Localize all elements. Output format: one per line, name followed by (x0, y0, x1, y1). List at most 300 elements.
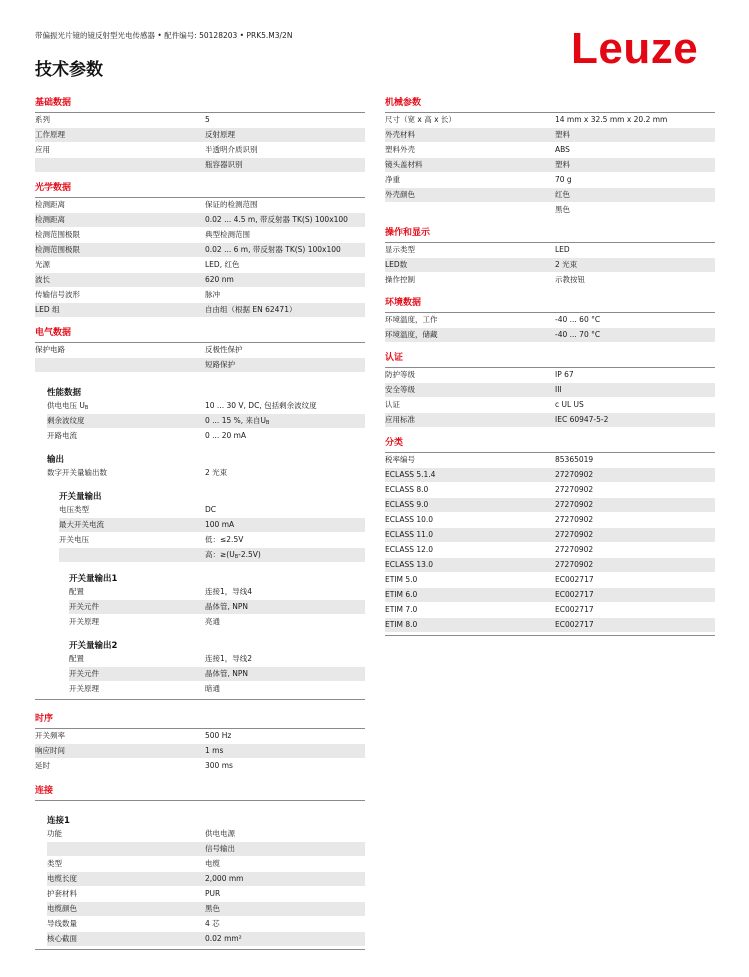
spec-value-text: 晶体管, NPN (205, 669, 249, 678)
spec-row (35, 358, 365, 373)
spec-table (69, 585, 365, 630)
spec-row (385, 383, 715, 398)
spec-value-text: 27270902 (555, 530, 594, 539)
spec-key (47, 887, 77, 901)
spec-key-text: 数字开关量输出数 (47, 468, 107, 477)
spec-row (385, 398, 715, 413)
spec-key (385, 558, 433, 572)
spec-key-text: ETIM 7.0 (385, 605, 418, 614)
spec-value (555, 128, 570, 142)
spec-value (205, 887, 220, 901)
spec-value (205, 872, 243, 886)
spec-key (47, 932, 77, 946)
spec-key-text: 应用标准 (385, 415, 415, 424)
spec-key (69, 682, 99, 696)
spec-value (555, 468, 593, 482)
section-switch1 (69, 573, 365, 630)
spec-key-text: ETIM 8.0 (385, 620, 418, 629)
spec-value-text: 黑色 (205, 904, 220, 913)
spec-key (59, 518, 104, 532)
spec-value-text: 半透明介质识别 (205, 145, 258, 154)
spec-value-text: 0.02 ... 6 m, 带反射器 TK(S) 100x100 (205, 245, 341, 254)
spec-table (385, 368, 715, 428)
spec-table (385, 313, 715, 343)
subsection-heading: 开关量输出 (59, 492, 102, 502)
spec-key (385, 573, 417, 587)
spec-key-text: 镜头盖材料 (385, 160, 423, 169)
spec-row (385, 328, 715, 343)
spec-value-text: 0 ... 20 mA (205, 431, 247, 440)
spec-value-text: DC (205, 505, 217, 514)
spec-key-text: ECLASS 8.0 (385, 485, 429, 494)
spec-key-text: 尺寸（宽 x 高 x 长） (385, 115, 456, 124)
spec-key (385, 243, 415, 257)
spec-value-subscript: B (234, 554, 239, 560)
spec-value-text: IEC 60947-5-2 (555, 415, 609, 424)
spec-key (385, 173, 400, 187)
spec-key-text: 税率编号 (385, 455, 415, 464)
spec-key-text: 净重 (385, 175, 400, 184)
document-subtitle: 带偏振光片镜的镜反射型光电传感器 • 配件编号: 50128203 • PRK5.M3/2N (35, 31, 293, 40)
spec-key (35, 143, 50, 157)
spec-row (35, 273, 365, 288)
spec-table (47, 827, 365, 947)
spec-key (385, 328, 438, 342)
spec-key-text: ECLASS 13.0 (385, 560, 434, 569)
spec-value (205, 358, 235, 372)
spec-row (385, 313, 715, 328)
spec-row (35, 143, 365, 158)
spec-row (385, 453, 715, 468)
spec-key (385, 273, 415, 287)
spec-key-text: ECLASS 11.0 (385, 530, 434, 539)
section-classification (385, 438, 715, 636)
spec-key-text: LED 组 (35, 305, 60, 314)
spec-value (555, 498, 593, 512)
spec-key-text: 功能 (47, 829, 62, 838)
spec-value (205, 414, 269, 430)
spec-value-text: 晶体管, NPN (205, 602, 249, 611)
section-heading: 电气数据 (35, 328, 365, 343)
spec-value-text: 反极性保护 (205, 345, 243, 354)
spec-value (205, 399, 317, 413)
spec-value (205, 128, 235, 142)
spec-key (47, 429, 77, 443)
spec-row (47, 857, 365, 872)
spec-value (205, 198, 258, 212)
subsection-heading: 开关量输出2 (69, 641, 118, 651)
spec-value-text: 亮通 (205, 617, 220, 626)
spec-table (47, 399, 365, 444)
spec-value (205, 902, 220, 916)
spec-key (385, 128, 415, 142)
spec-key (385, 528, 433, 542)
spec-value (555, 158, 570, 172)
spec-row (385, 158, 715, 173)
spec-table (35, 113, 365, 173)
spec-row (69, 652, 365, 667)
spec-row (385, 558, 715, 573)
section-certification (385, 353, 715, 428)
spec-key (47, 902, 77, 916)
section-outputs (47, 454, 365, 481)
spec-value-text: 连接1，导线4 (205, 587, 253, 596)
spec-key (385, 158, 423, 172)
spec-value (205, 113, 210, 127)
spec-row (47, 399, 365, 414)
spec-value (555, 203, 570, 217)
spec-value (555, 173, 572, 187)
spec-value (205, 585, 252, 599)
spec-value (205, 243, 341, 257)
spec-key (385, 468, 435, 482)
spec-row (47, 917, 365, 932)
spec-value-text: 14 mm x 32.5 mm x 20.2 mm (555, 115, 668, 124)
spec-row (35, 744, 365, 759)
spec-key-text: ECLASS 5.1.4 (385, 470, 436, 479)
spec-value (205, 932, 242, 946)
right-column (385, 98, 715, 636)
spec-row (47, 842, 365, 857)
spec-value (555, 258, 577, 272)
subsection-heading: 连接1 (47, 816, 70, 826)
spec-row (35, 228, 365, 243)
spec-value-text: 1 ms (205, 746, 224, 755)
spec-value-text: 27270902 (555, 470, 594, 479)
spec-value (555, 543, 593, 557)
spec-row (35, 128, 365, 143)
spec-row (59, 518, 365, 533)
spec-value-text: 27270902 (555, 560, 594, 569)
spec-value-text: 4 芯 (205, 919, 220, 928)
spec-value-text: 低：≤2.5V (205, 535, 244, 544)
spec-value-text: 85365019 (555, 455, 594, 464)
spec-value (205, 827, 235, 841)
spec-table (35, 729, 365, 774)
section-heading: 分类 (385, 438, 715, 453)
spec-value-text: 脉冲 (205, 290, 220, 299)
spec-row (59, 533, 365, 548)
spec-key (47, 857, 62, 871)
section-operation (385, 228, 715, 288)
spec-value (205, 759, 233, 773)
spec-value-text: PUR (205, 889, 221, 898)
subsection-heading: 开关量输出1 (69, 574, 118, 584)
spec-value-text: EC002717 (555, 575, 594, 584)
spec-value-text: 300 ms (205, 761, 233, 770)
spec-value-text: 27270902 (555, 545, 594, 554)
section-heading: 基础数据 (35, 98, 365, 113)
spec-key (69, 667, 99, 681)
spec-key (385, 588, 417, 602)
spec-key-text: 电缆颜色 (47, 904, 77, 913)
spec-key (35, 744, 65, 758)
section-switching (59, 491, 365, 563)
spec-value (555, 328, 600, 342)
spec-value (555, 588, 594, 602)
spec-key-text: 检测距离 (35, 200, 65, 209)
spec-key-subscript: B (84, 405, 89, 411)
spec-value (555, 603, 594, 617)
spec-key (385, 313, 438, 327)
spec-row (59, 503, 365, 518)
spec-key-text: 电缆长度 (47, 874, 77, 883)
spec-value-text: 27270902 (555, 500, 594, 509)
spec-value (555, 313, 600, 327)
spec-value (555, 528, 593, 542)
spec-key (385, 603, 417, 617)
spec-value-text: 塑料 (555, 130, 570, 139)
spec-key (69, 585, 84, 599)
spec-key-text: 应用 (35, 145, 50, 154)
spec-key-text: 外壳颜色 (385, 190, 415, 199)
spec-value-text: 500 Hz (205, 731, 232, 740)
spec-value-text: 暗通 (205, 684, 220, 693)
spec-key (35, 213, 65, 227)
spec-value (205, 533, 243, 547)
spec-key (385, 513, 433, 527)
spec-value-text: EC002717 (555, 620, 594, 629)
spec-value-text: 0.02 mm² (205, 934, 242, 943)
spec-value-text: 自由组（根据 EN 62471） (205, 305, 297, 314)
spec-key-text: 开路电流 (47, 431, 77, 440)
spec-key (35, 228, 80, 242)
spec-value (555, 618, 594, 632)
spec-row (59, 548, 365, 563)
spec-value (205, 288, 220, 302)
section-heading: 时序 (35, 714, 365, 729)
section-electrical (35, 328, 365, 373)
spec-key-text: 操作控制 (385, 275, 415, 284)
spec-value-text: 27270902 (555, 485, 594, 494)
section-heading: 连接 (35, 786, 365, 801)
spec-value (555, 113, 667, 127)
section-bottom-rule (385, 635, 715, 636)
spec-value-text: 红色 (555, 190, 570, 199)
section-heading: 操作和显示 (385, 228, 715, 243)
spec-row (385, 243, 715, 258)
spec-value-text: 27270902 (555, 515, 594, 524)
spec-key-text: 检测范围极限 (35, 245, 80, 254)
spec-key (385, 188, 415, 202)
spec-key (35, 343, 65, 357)
spec-value (205, 744, 223, 758)
spec-table (59, 503, 365, 563)
spec-key (35, 288, 80, 302)
spec-value (205, 503, 216, 517)
subsection-heading: 性能数据 (47, 388, 82, 398)
spec-row (69, 585, 365, 600)
spec-row (385, 413, 715, 428)
spec-value (205, 917, 220, 931)
spec-value-text: -40 ... 60 °C (555, 315, 601, 324)
section-timing (35, 714, 365, 774)
spec-key-text: 安全等级 (385, 385, 415, 394)
spec-row (385, 588, 715, 603)
spec-key (47, 466, 107, 480)
spec-key (35, 273, 50, 287)
spec-key-text: 开关原理 (69, 684, 99, 693)
spec-key (47, 872, 77, 886)
spec-row (385, 128, 715, 143)
section-connection1 (47, 815, 365, 950)
spec-table (69, 652, 365, 697)
spec-row (35, 258, 365, 273)
spec-key-text: 类型 (47, 859, 62, 868)
spec-row (47, 429, 365, 444)
section-bottom-rule (35, 699, 365, 700)
spec-key-text: 电压类型 (59, 505, 89, 514)
spec-key-text: 环境温度，储藏 (385, 330, 438, 339)
spec-key-text: 系列 (35, 115, 50, 124)
spec-key-text: ECLASS 10.0 (385, 515, 434, 524)
spec-row (47, 872, 365, 887)
spec-row (35, 243, 365, 258)
spec-value-text: 2,000 mm (205, 874, 244, 883)
spec-value-text: IP 67 (555, 370, 574, 379)
spec-key (69, 615, 99, 629)
spec-value-text: 10 ... 30 V, DC, 包括剩余波纹度 (205, 401, 317, 410)
spec-value (555, 558, 593, 572)
spec-key-text: 配置 (69, 587, 84, 596)
spec-table (35, 198, 365, 318)
spec-row (385, 483, 715, 498)
spec-value-text: 连接1，导线2 (205, 654, 253, 663)
spec-key (47, 827, 62, 841)
spec-value-text: 反射原理 (205, 130, 235, 139)
section-switch2 (69, 640, 365, 700)
spec-key (385, 383, 415, 397)
spec-table (35, 343, 365, 373)
spec-row (385, 513, 715, 528)
spec-row (35, 343, 365, 358)
spec-key-text: 传输信号波形 (35, 290, 80, 299)
spec-key-text: ECLASS 12.0 (385, 545, 434, 554)
spec-row (69, 682, 365, 697)
spec-key-text: 防护等级 (385, 370, 415, 379)
spec-value (205, 548, 261, 564)
spec-key-text: 供电电压 U (47, 401, 85, 410)
spec-key-text: 塑料外壳 (385, 145, 415, 154)
spec-row (385, 173, 715, 188)
spec-value (555, 453, 593, 467)
spec-value-text: 塑料 (555, 160, 570, 169)
spec-value-text: 2 光束 (205, 468, 228, 477)
spec-row (385, 368, 715, 383)
spec-value (205, 228, 250, 242)
spec-key (385, 258, 407, 272)
spec-table (385, 243, 715, 288)
spec-key (35, 303, 60, 317)
spec-row (385, 113, 715, 128)
left-column (35, 98, 365, 950)
spec-value (205, 600, 248, 614)
spec-value (205, 466, 227, 480)
spec-key (35, 729, 65, 743)
spec-row (47, 414, 365, 429)
spec-key (47, 414, 85, 428)
spec-value-text: LED (555, 245, 570, 254)
spec-key-text: 开关元件 (69, 602, 99, 611)
spec-row (35, 113, 365, 128)
spec-value-text: 信号输出 (205, 844, 235, 853)
spec-key (47, 399, 88, 413)
spec-row (385, 603, 715, 618)
spec-row (385, 468, 715, 483)
spec-key (69, 600, 99, 614)
spec-row (385, 543, 715, 558)
spec-key (59, 533, 89, 547)
spec-value (555, 383, 562, 397)
section-optical (35, 183, 365, 318)
spec-value (205, 429, 246, 443)
spec-key-text: 开关原理 (69, 617, 99, 626)
spec-row (47, 827, 365, 842)
spec-key-text: 核心截面 (47, 934, 77, 943)
spec-value (205, 652, 252, 666)
spec-value-text: 短路保护 (205, 360, 235, 369)
spec-value-text: EC002717 (555, 605, 594, 614)
spec-table (47, 466, 365, 481)
spec-value-text: 示教按钮 (555, 275, 585, 284)
spec-value (205, 518, 234, 532)
spec-value-text: 黑色 (555, 205, 570, 214)
spec-key-text: 开关电压 (59, 535, 89, 544)
leuze-logo: Leuze (571, 24, 699, 73)
spec-key-text: 保护电路 (35, 345, 65, 354)
spec-value-text: LED, 红色 (205, 260, 240, 269)
spec-value-text: ABS (555, 145, 570, 154)
spec-value (205, 842, 235, 856)
spec-key (385, 413, 415, 427)
spec-key-text: 认证 (385, 400, 400, 409)
spec-key-text: 检测距离 (35, 215, 65, 224)
section-heading: 光学数据 (35, 183, 365, 198)
spec-row (47, 902, 365, 917)
spec-value-text: 高：≥(U (205, 550, 235, 559)
spec-value (555, 368, 574, 382)
spec-key (385, 483, 428, 497)
spec-row (47, 887, 365, 902)
spec-value (205, 143, 258, 157)
spec-value (555, 573, 594, 587)
spec-key-text: ETIM 5.0 (385, 575, 418, 584)
spec-value-text: 保证的检测范围 (205, 200, 258, 209)
spec-value (205, 729, 231, 743)
spec-value-text: 电缆 (205, 859, 220, 868)
spec-key-text: 波长 (35, 275, 50, 284)
spec-row (385, 203, 715, 218)
spec-row (35, 158, 365, 173)
spec-key (385, 543, 433, 557)
spec-value (555, 483, 593, 497)
spec-key (35, 113, 50, 127)
section-performance (47, 387, 365, 444)
spec-row (35, 213, 365, 228)
spec-key (35, 198, 65, 212)
spec-value (205, 213, 348, 227)
spec-key (35, 759, 50, 773)
spec-key (35, 258, 50, 272)
spec-key-text: 光源 (35, 260, 50, 269)
spec-value (205, 158, 243, 172)
spec-key (385, 453, 415, 467)
section-environment (385, 298, 715, 343)
spec-value (205, 258, 239, 272)
spec-row (385, 498, 715, 513)
spec-value (555, 273, 585, 287)
spec-row (385, 258, 715, 273)
